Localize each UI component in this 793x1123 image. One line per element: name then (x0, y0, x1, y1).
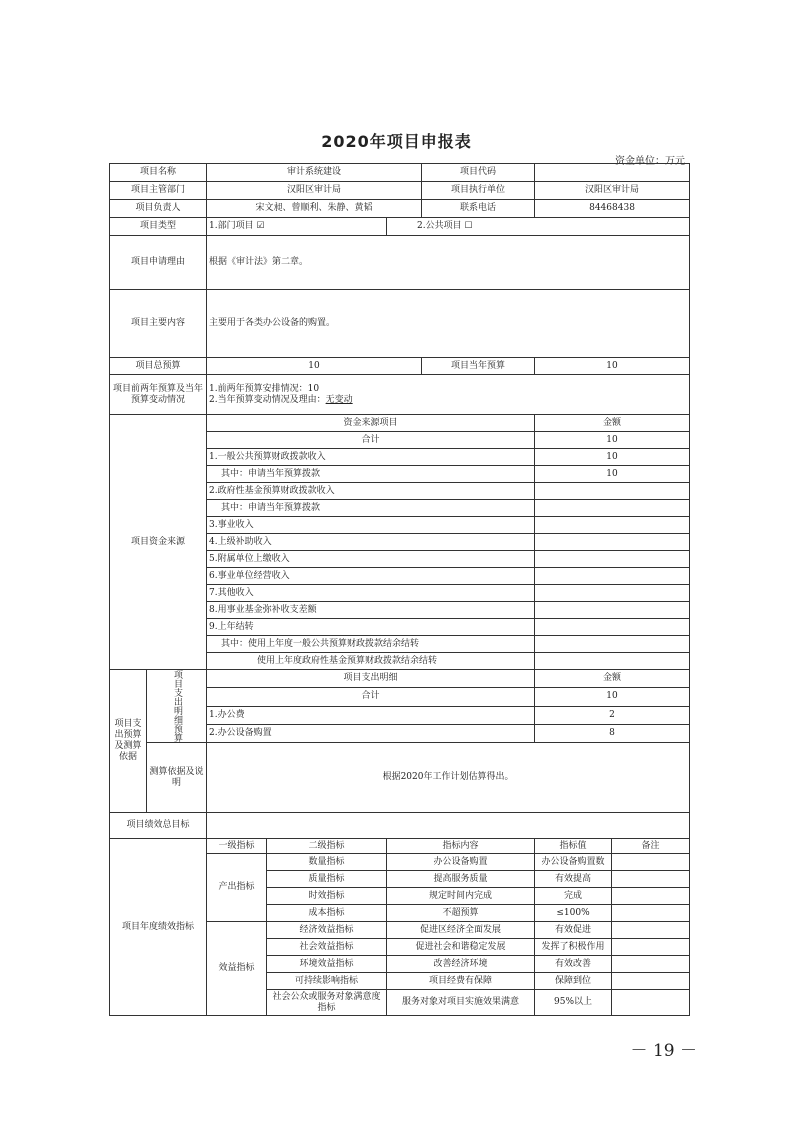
label-performance: 项目年度绩效指标 (110, 839, 207, 1016)
value-current-budget: 10 (535, 358, 690, 375)
value-type-dept: 1.部门项目 ☑ (207, 218, 387, 236)
perf-value: 95%以上 (535, 990, 612, 1016)
value-total-budget: 10 (207, 358, 422, 375)
perf-content: 服务对象对项目实施效果满意 (387, 990, 535, 1016)
perf-content: 规定时间内完成 (387, 888, 535, 905)
funds-col-item: 资金来源项目 (207, 415, 535, 432)
page-number: － 19 － (630, 1041, 697, 1061)
perf-remark (612, 990, 690, 1016)
label-goal: 项目绩效总目标 (110, 813, 207, 839)
funds-row-amount (535, 551, 690, 568)
funds-row-label: 使用上年度政府性基金预算财政拨款结余结转 (207, 653, 535, 670)
value-content: 主要用于各类办公设备的购置。 (207, 290, 690, 358)
funds-row-amount: 10 (535, 432, 690, 449)
funds-row-label: 其中：申请当年预算拨款 (207, 500, 535, 517)
change-line-2-value: 无变动 (325, 394, 353, 405)
label-project-code: 项目代码 (422, 164, 535, 182)
label-type: 项目类型 (110, 218, 207, 236)
page-title: 2020年项目申报表 (321, 132, 472, 151)
perf-level1-benefit: 效益指标 (207, 922, 267, 1016)
project-application-form (109, 163, 690, 1016)
perf-content: 办公设备购置 (387, 854, 535, 871)
label-current-budget: 项目当年预算 (422, 358, 535, 375)
label-project-name: 项目名称 (110, 164, 207, 182)
funds-row-label: 2.政府性基金预算财政拨款收入 (207, 483, 535, 500)
funds-row-label: 5.附属单位上缴收入 (207, 551, 535, 568)
exp-row-label: 1.办公费 (207, 706, 535, 724)
perf-content: 不超预算 (387, 905, 535, 922)
funds-row-label: 7.其他收入 (207, 585, 535, 602)
exp-row-amount: 2 (535, 706, 690, 724)
funds-row-label: 9.上年结转 (207, 619, 535, 636)
perf-level2: 成本指标 (267, 905, 387, 922)
label-content: 项目主要内容 (110, 290, 207, 358)
perf-content: 促进社会和谐稳定发展 (387, 939, 535, 956)
perf-value: 发挥了积极作用 (535, 939, 612, 956)
change-line-1: 1.前两年预算安排情况：10 (209, 383, 320, 394)
funds-row-amount (535, 585, 690, 602)
funds-row-label: 合计 (207, 432, 535, 449)
value-type-public: 2.公共项目 ☐ (387, 218, 690, 236)
exp-row-amount: 10 (535, 688, 690, 706)
perf-level2: 时效指标 (267, 888, 387, 905)
label-exec-unit: 项目执行单位 (422, 182, 535, 200)
perf-remark (612, 888, 690, 905)
perf-value: ≤100% (535, 905, 612, 922)
perf-value: 有效改善 (535, 956, 612, 973)
change-line-2 (209, 395, 687, 406)
funds-row-label: 其中：使用上年度一般公共预算财政拨款结余结转 (207, 636, 535, 653)
perf-remark (612, 939, 690, 956)
exp-row-amount: 8 (535, 724, 690, 742)
perf-value: 保障到位 (535, 973, 612, 990)
perf-remark (612, 973, 690, 990)
perf-header-content: 指标内容 (387, 839, 535, 854)
perf-remark (612, 905, 690, 922)
label-expenditure-inner: 项目支出明细预算 (147, 670, 207, 743)
exp-col-item: 项目支出明细 (207, 670, 535, 688)
funds-row-amount (535, 568, 690, 585)
perf-level2: 社会效益指标 (267, 939, 387, 956)
perf-content: 促进区经济全面发展 (387, 922, 535, 939)
label-basis: 测算依据及说明 (147, 743, 207, 813)
funds-row-label: 其中：申请当年预算拨款 (207, 466, 535, 483)
funds-row-amount (535, 517, 690, 534)
currency-unit: 资金单位：万元 (615, 156, 685, 167)
funds-row-amount: 10 (535, 449, 690, 466)
value-exec-unit: 汉阳区审计局 (535, 182, 690, 200)
perf-level2: 可持续影响指标 (267, 973, 387, 990)
funds-row-amount (535, 602, 690, 619)
perf-remark (612, 922, 690, 939)
funds-row-label: 1.一般公共预算财政拨款收入 (207, 449, 535, 466)
perf-content: 改善经济环境 (387, 956, 535, 973)
label-budget-change: 项目前两年预算及当年预算变动情况 (110, 375, 207, 415)
label-leader: 项目负责人 (110, 200, 207, 218)
funds-row-label: 3.事业收入 (207, 517, 535, 534)
perf-level2: 数量指标 (267, 854, 387, 871)
change-line-2-label: 2.当年预算变动情况及理由： (209, 394, 326, 405)
funds-row-amount (535, 636, 690, 653)
funds-row-amount (535, 653, 690, 670)
label-reason: 项目申请理由 (110, 236, 207, 290)
value-goal (207, 813, 690, 839)
perf-value: 完成 (535, 888, 612, 905)
value-leader: 宋文昶、曾顺利、朱静、黄韬 (207, 200, 422, 218)
funds-row-amount (535, 619, 690, 636)
label-phone: 联系电话 (422, 200, 535, 218)
perf-value: 有效提高 (535, 871, 612, 888)
funds-col-amount: 金额 (535, 415, 690, 432)
value-dept: 汉阳区审计局 (207, 182, 422, 200)
perf-level2: 经济效益指标 (267, 922, 387, 939)
label-total-budget: 项目总预算 (110, 358, 207, 375)
perf-remark (612, 956, 690, 973)
funds-row-label: 8.用事业基金弥补收支差额 (207, 602, 535, 619)
exp-col-amount: 金额 (535, 670, 690, 688)
perf-level2: 环境效益指标 (267, 956, 387, 973)
funds-row-amount (535, 534, 690, 551)
perf-value: 有效促进 (535, 922, 612, 939)
value-budget-change (207, 375, 690, 415)
funds-row-label: 4.上级补助收入 (207, 534, 535, 551)
perf-content: 提高服务质量 (387, 871, 535, 888)
perf-value: 办公设备购置数 (535, 854, 612, 871)
perf-header-level1: 一级指标 (207, 839, 267, 854)
perf-header-level2: 二级指标 (267, 839, 387, 854)
label-expenditure-outer: 项目支出预算及测算依据 (110, 670, 147, 813)
perf-header-remark: 备注 (612, 839, 690, 854)
perf-remark (612, 871, 690, 888)
funds-row-amount (535, 500, 690, 517)
perf-level2: 质量指标 (267, 871, 387, 888)
label-dept: 项目主管部门 (110, 182, 207, 200)
value-phone: 84468438 (535, 200, 690, 218)
value-project-code (535, 164, 690, 182)
perf-level2: 社会公众或服务对象满意度指标 (267, 990, 387, 1016)
funds-row-label: 6.事业单位经营收入 (207, 568, 535, 585)
value-project-name: 审计系统建设 (207, 164, 422, 182)
exp-row-label: 2.办公设备购置 (207, 724, 535, 742)
perf-header-value: 指标值 (535, 839, 612, 854)
exp-row-label: 合计 (207, 688, 535, 706)
label-funds-source: 项目资金来源 (110, 415, 207, 670)
funds-row-amount (535, 483, 690, 500)
value-reason: 根据《审计法》第二章。 (207, 236, 690, 290)
funds-row-amount: 10 (535, 466, 690, 483)
perf-remark (612, 854, 690, 871)
value-basis: 根据2020年工作计划估算得出。 (207, 743, 690, 813)
perf-level1-output: 产出指标 (207, 854, 267, 922)
perf-content: 项目经费有保障 (387, 973, 535, 990)
